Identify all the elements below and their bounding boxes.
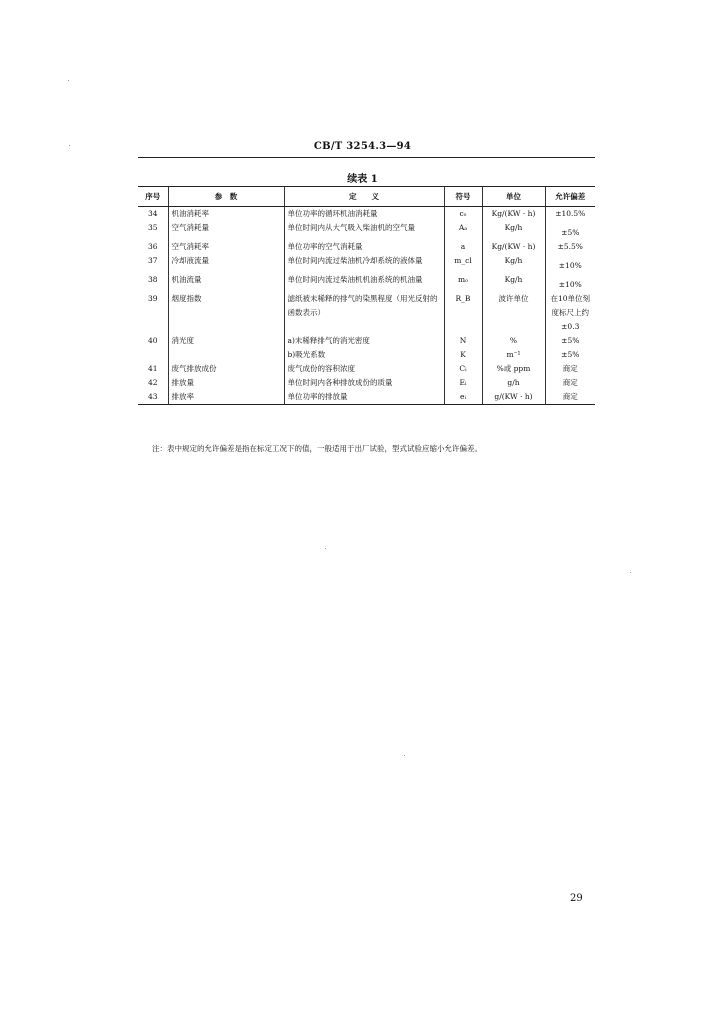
row-number <box>138 376 168 390</box>
row-definition <box>284 254 444 273</box>
row-parameter-text: 冷却液流量 <box>171 256 209 265</box>
row-unit <box>482 221 545 240</box>
row-number <box>138 221 168 240</box>
row-unit <box>482 292 545 334</box>
row-symbol <box>444 240 482 254</box>
row-unit-text: Kg/(KW · h) <box>491 209 536 218</box>
row-definition-text: 单位时间内各种排放成份的质量 <box>287 378 393 387</box>
row-definition-text: 单位功率的循环机油消耗量 <box>287 209 378 218</box>
row-tolerance-text: ±5% <box>561 228 580 237</box>
row-tolerance <box>545 390 595 405</box>
row-number <box>138 362 168 376</box>
row-parameter-text: 空气消耗量 <box>171 223 209 232</box>
row-parameter-text: 机油流量 <box>171 275 202 284</box>
parameter-table <box>138 186 595 405</box>
row-definition-text: 单位时间内流过柴油机冷却系统的液体量 <box>287 256 423 265</box>
row-parameter-text: 空气消耗率 <box>171 242 209 251</box>
row-unit-text: Kg/h <box>504 275 523 284</box>
row-definition-text: 单位时间内流过柴油机机油系统的机油量 <box>287 275 423 284</box>
table-row <box>138 376 595 390</box>
row-definition <box>284 362 444 376</box>
row-parameter-text: 消光度 <box>171 336 194 345</box>
row-symbol-text: N K <box>459 336 467 359</box>
row-definition-text: 废气成份的容积浓度 <box>287 364 355 373</box>
row-parameter-text: 废气排放成份 <box>171 364 217 373</box>
table-row <box>138 240 595 254</box>
table-row <box>138 292 595 334</box>
row-unit-text: %或 ppm <box>496 364 531 373</box>
row-symbol <box>444 273 482 292</box>
row-definition-text: 单位时间内从大气吸入柴油机的空气量 <box>287 223 415 232</box>
row-parameter <box>168 334 284 362</box>
row-definition <box>284 273 444 292</box>
row-number-text: 34 <box>147 209 158 218</box>
row-number-text: 36 <box>147 242 158 251</box>
row-unit <box>482 273 545 292</box>
row-number-text: 38 <box>147 275 158 284</box>
row-unit-text: g/h <box>507 378 520 387</box>
row-symbol <box>444 292 482 334</box>
col-header-definition: 定 义 <box>284 187 444 207</box>
row-unit <box>482 362 545 376</box>
row-number <box>138 390 168 405</box>
row-number-text: 35 <box>147 223 158 232</box>
scan-speck <box>404 755 405 756</box>
row-definition <box>284 390 444 405</box>
row-tolerance <box>545 207 595 222</box>
row-parameter <box>168 254 284 273</box>
row-symbol <box>444 221 482 240</box>
row-definition <box>284 334 444 362</box>
scan-speck <box>68 80 69 81</box>
row-number-text: 41 <box>147 364 158 373</box>
row-symbol <box>444 207 482 222</box>
row-tolerance-text: ±10.5% <box>555 209 586 218</box>
row-definition <box>284 240 444 254</box>
col-header-symbol: 符号 <box>444 187 482 207</box>
row-tolerance <box>545 334 595 362</box>
row-symbol-text: a <box>460 242 466 251</box>
row-symbol <box>444 254 482 273</box>
row-number-text: 40 <box>147 336 158 345</box>
row-definition <box>284 376 444 390</box>
row-number <box>138 207 168 222</box>
row-definition <box>284 221 444 240</box>
table-row <box>138 273 595 292</box>
row-unit-text: Kg/h <box>504 223 523 232</box>
row-symbol-text: Eᵢ <box>459 378 467 387</box>
row-unit <box>482 376 545 390</box>
row-symbol-text: eᵢ <box>460 392 466 401</box>
row-unit-text: % m⁻¹ <box>506 336 521 359</box>
row-symbol-text: mₒ <box>457 275 468 284</box>
scan-speck <box>630 572 631 573</box>
row-tolerance <box>545 292 595 334</box>
row-tolerance-text: ±10% <box>558 261 582 270</box>
table-row <box>138 362 595 376</box>
row-tolerance <box>545 240 595 254</box>
row-unit-text: Kg/h <box>504 256 523 265</box>
row-symbol-text: Cᵢ <box>459 364 467 373</box>
table-row <box>138 207 595 222</box>
row-unit <box>482 334 545 362</box>
row-tolerance-text: ±5% ±5% <box>561 336 580 359</box>
row-parameter <box>168 390 284 405</box>
col-header-no: 序号 <box>138 187 168 207</box>
scan-speck <box>69 145 70 146</box>
row-number <box>138 254 168 273</box>
row-tolerance-text: 商定 <box>562 392 578 401</box>
row-unit-text: g/(KW · h) <box>494 392 533 401</box>
row-number-text: 39 <box>147 294 158 303</box>
row-tolerance <box>545 254 595 273</box>
col-header-unit: 单位 <box>482 187 545 207</box>
row-definition <box>284 292 444 334</box>
row-symbol-text: Aₐ <box>458 223 468 232</box>
row-parameter <box>168 207 284 222</box>
row-number-text: 43 <box>147 392 158 401</box>
table-header-row <box>138 187 595 207</box>
table-note: 注：表中规定的允许偏差是指在标定工况下的值，一般适用于出厂试验，型式试验应缩小允许偏差。 <box>152 444 482 453</box>
row-tolerance-text: 在10单位刻度标尺上约±0.3 <box>550 294 591 331</box>
table-row <box>138 334 595 362</box>
row-tolerance-text: 商定 <box>562 378 578 387</box>
row-tolerance-text: ±5.5% <box>557 242 583 251</box>
standard-number: CB/T 3254.3—94 <box>313 141 412 152</box>
row-tolerance-text: 商定 <box>562 364 578 373</box>
row-tolerance-text: ±10% <box>558 280 582 289</box>
row-symbol <box>444 334 482 362</box>
row-parameter-text: 烟度指数 <box>171 294 202 303</box>
row-unit <box>482 254 545 273</box>
row-definition-text: 单位功率的空气消耗量 <box>287 242 363 251</box>
row-tolerance <box>545 221 595 240</box>
row-unit <box>482 240 545 254</box>
scan-speck <box>325 548 326 549</box>
row-tolerance <box>545 273 595 292</box>
row-symbol-text: m_cl <box>454 256 472 265</box>
row-parameter <box>168 376 284 390</box>
row-parameter <box>168 273 284 292</box>
row-number <box>138 240 168 254</box>
row-tolerance <box>545 376 595 390</box>
row-symbol <box>444 376 482 390</box>
row-symbol-text: R_B <box>455 294 471 303</box>
row-symbol-text: cₒ <box>459 209 467 218</box>
row-unit-text: 波许单位 <box>498 294 529 303</box>
row-number <box>138 334 168 362</box>
table-caption: 续表 1 <box>347 174 378 185</box>
row-parameter <box>168 292 284 334</box>
row-symbol <box>444 362 482 376</box>
row-definition-text: 滤纸被未稀释的排气的染黑程度（用光反射的函数表示） <box>287 294 438 317</box>
row-number <box>138 292 168 334</box>
row-parameter-text: 排放量 <box>171 378 194 387</box>
table-row <box>138 390 595 405</box>
row-definition <box>284 207 444 222</box>
row-parameter-text: 机油消耗率 <box>171 209 209 218</box>
row-unit <box>482 390 545 405</box>
header-rule <box>138 157 595 158</box>
row-parameter-text: 排放率 <box>171 392 194 401</box>
row-symbol <box>444 390 482 405</box>
table-row <box>138 254 595 273</box>
row-number-text: 42 <box>147 378 158 387</box>
page-number: 29 <box>570 893 583 904</box>
row-tolerance <box>545 362 595 376</box>
row-definition-text: a)未稀释排气的消光密度 b)吸光系数 <box>287 336 370 359</box>
col-header-param: 参 数 <box>168 187 284 207</box>
row-definition-text: 单位功率的排放量 <box>287 392 348 401</box>
row-parameter <box>168 221 284 240</box>
row-unit-text: Kg/(KW · h) <box>491 242 536 251</box>
row-parameter <box>168 240 284 254</box>
row-unit <box>482 207 545 222</box>
col-header-tolerance: 允许偏差 <box>545 187 595 207</box>
table-row <box>138 221 595 240</box>
row-parameter <box>168 362 284 376</box>
row-number <box>138 273 168 292</box>
row-number-text: 37 <box>147 256 158 265</box>
